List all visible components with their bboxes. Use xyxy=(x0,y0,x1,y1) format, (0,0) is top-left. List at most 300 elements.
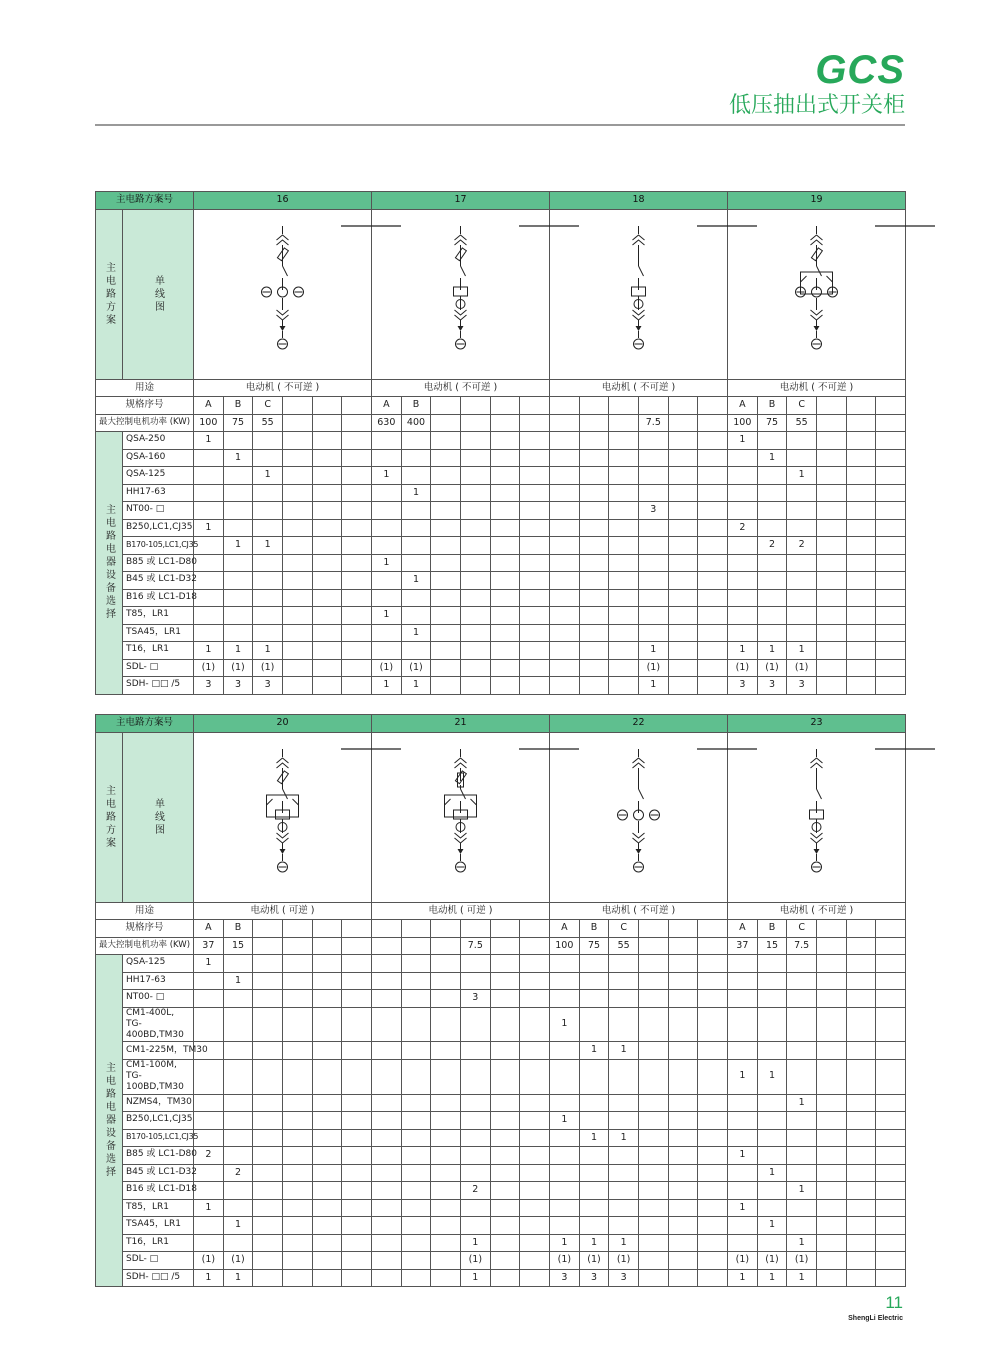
device-qty-cell xyxy=(342,990,372,1008)
power-cell xyxy=(579,414,609,432)
device-qty-cell xyxy=(698,484,728,502)
device-qty-cell xyxy=(550,677,580,695)
spec-cell: C xyxy=(609,920,639,938)
device-qty-cell xyxy=(698,1217,728,1235)
usage-label: 用途 xyxy=(96,902,194,920)
device-qty-cell xyxy=(312,1269,342,1287)
spec-cell xyxy=(431,397,461,415)
device-qty-cell xyxy=(312,1182,342,1200)
device-qty-cell xyxy=(372,589,402,607)
device-qty-cell xyxy=(372,1147,402,1165)
device-qty-cell xyxy=(668,1199,698,1217)
device-qty-cell xyxy=(490,659,520,677)
main-circuit-scheme-label: 主电路方案 xyxy=(96,209,123,379)
device-qty-cell xyxy=(668,642,698,660)
device-qty-cell xyxy=(520,1042,550,1060)
device-qty-cell: 1 xyxy=(194,432,224,450)
device-qty-cell xyxy=(728,1164,758,1182)
device-name: SDH- □□ /5 xyxy=(123,1269,194,1287)
device-qty-cell xyxy=(401,642,431,660)
device-qty-cell xyxy=(282,1129,312,1147)
device-qty-cell xyxy=(668,449,698,467)
device-qty-cell xyxy=(816,449,846,467)
diagram-cell xyxy=(550,732,728,902)
device-qty-cell: 1 xyxy=(757,1269,787,1287)
power-cell xyxy=(401,937,431,955)
device-name: B250,LC1,CJ35 xyxy=(123,1112,194,1130)
device-qty-cell xyxy=(194,624,224,642)
device-name: NZMS4，TM30 xyxy=(123,1094,194,1112)
device-qty-cell xyxy=(460,1129,490,1147)
device-qty-cell xyxy=(460,955,490,973)
device-qty-cell xyxy=(490,624,520,642)
power-cell xyxy=(609,414,639,432)
device-qty-cell xyxy=(401,1269,431,1287)
device-qty-cell xyxy=(460,1217,490,1235)
device-qty-cell xyxy=(431,1059,461,1094)
device-qty-cell xyxy=(223,1042,253,1060)
device-qty-cell: (1) xyxy=(579,1252,609,1270)
device-qty-cell xyxy=(846,624,876,642)
device-qty-cell xyxy=(372,1217,402,1235)
device-name: B16 或 LC1-D18 xyxy=(123,1182,194,1200)
device-qty-cell xyxy=(787,519,817,537)
device-qty-cell xyxy=(579,1059,609,1094)
device-qty-cell xyxy=(698,1182,728,1200)
spec-cell: C xyxy=(787,920,817,938)
device-qty-cell xyxy=(698,1269,728,1287)
device-qty-cell xyxy=(401,467,431,485)
device-qty-cell xyxy=(668,467,698,485)
device-qty-cell: (1) xyxy=(460,1252,490,1270)
device-qty-cell xyxy=(194,502,224,520)
device-qty-cell xyxy=(342,972,372,990)
device-qty-cell xyxy=(638,589,668,607)
device-qty-cell xyxy=(372,1182,402,1200)
device-qty-cell xyxy=(520,1059,550,1094)
device-qty-cell xyxy=(579,1217,609,1235)
spec-cell xyxy=(668,397,698,415)
device-qty-cell xyxy=(431,677,461,695)
spec-cell xyxy=(460,920,490,938)
device-qty-cell xyxy=(846,467,876,485)
device-qty-cell xyxy=(787,607,817,625)
device-qty-cell xyxy=(816,1164,846,1182)
device-qty-cell xyxy=(550,642,580,660)
device-qty-cell xyxy=(846,432,876,450)
device-qty-cell xyxy=(282,1059,312,1094)
spec-cell xyxy=(342,920,372,938)
device-qty-cell xyxy=(312,1042,342,1060)
device-qty-cell xyxy=(787,432,817,450)
device-qty-cell: 3 xyxy=(638,502,668,520)
device-qty-cell xyxy=(698,432,728,450)
device-qty-cell xyxy=(253,1269,283,1287)
device-qty-cell xyxy=(312,972,342,990)
device-qty-cell xyxy=(401,955,431,973)
device-qty-cell xyxy=(520,1112,550,1130)
usage-label: 用途 xyxy=(96,379,194,397)
device-qty-cell xyxy=(431,1269,461,1287)
device-qty-cell xyxy=(550,1182,580,1200)
power-cell: 100 xyxy=(728,414,758,432)
device-qty-cell xyxy=(342,1112,372,1130)
device-qty-cell xyxy=(787,449,817,467)
device-qty-cell xyxy=(253,1147,283,1165)
device-qty-cell xyxy=(816,1129,846,1147)
device-qty-cell xyxy=(579,1182,609,1200)
device-qty-cell xyxy=(728,955,758,973)
device-qty-cell xyxy=(816,589,846,607)
power-cell xyxy=(431,937,461,955)
device-qty-cell xyxy=(876,1199,906,1217)
device-qty-cell xyxy=(460,1147,490,1165)
device-qty-cell xyxy=(757,589,787,607)
device-qty-cell xyxy=(372,1252,402,1270)
device-qty-cell xyxy=(460,484,490,502)
device-qty-cell xyxy=(372,1234,402,1252)
device-qty-cell xyxy=(194,572,224,590)
device-qty-cell xyxy=(372,1164,402,1182)
spec-cell xyxy=(816,920,846,938)
spec-no-label: 规格序号 xyxy=(96,920,194,938)
spec-cell xyxy=(846,920,876,938)
device-qty-cell: 3 xyxy=(223,677,253,695)
device-qty-cell xyxy=(579,537,609,555)
device-qty-cell xyxy=(194,554,224,572)
device-qty-cell xyxy=(876,432,906,450)
diagram-cell xyxy=(728,209,906,379)
device-qty-cell xyxy=(757,484,787,502)
device-qty-cell xyxy=(728,1112,758,1130)
device-qty-cell xyxy=(223,955,253,973)
device-qty-cell xyxy=(372,624,402,642)
device-qty-cell: 1 xyxy=(757,1164,787,1182)
device-qty-cell xyxy=(876,1164,906,1182)
device-qty-cell xyxy=(431,1094,461,1112)
spec-cell xyxy=(520,397,550,415)
device-qty-cell xyxy=(372,1007,402,1042)
footer-brand: ShengLi Electric xyxy=(848,1315,903,1322)
device-qty-cell xyxy=(194,1094,224,1112)
device-qty-cell xyxy=(876,972,906,990)
spec-cell: C xyxy=(787,397,817,415)
device-qty-cell xyxy=(401,1094,431,1112)
device-qty-cell xyxy=(312,1112,342,1130)
device-qty-cell: 1 xyxy=(194,519,224,537)
device-qty-cell: 1 xyxy=(223,1269,253,1287)
device-qty-cell xyxy=(609,624,639,642)
power-cell xyxy=(876,937,906,955)
device-qty-cell xyxy=(816,1112,846,1130)
scheme-number: 17 xyxy=(372,192,550,210)
device-qty-cell xyxy=(728,554,758,572)
device-qty-cell xyxy=(579,607,609,625)
device-qty-cell xyxy=(490,572,520,590)
spec-cell xyxy=(698,920,728,938)
device-qty-cell xyxy=(431,589,461,607)
device-qty-cell xyxy=(668,502,698,520)
power-cell xyxy=(253,937,283,955)
device-qty-cell xyxy=(609,502,639,520)
device-qty-cell xyxy=(638,1234,668,1252)
device-qty-cell xyxy=(401,990,431,1008)
device-qty-cell xyxy=(194,972,224,990)
spec-cell: A xyxy=(194,397,224,415)
device-qty-cell xyxy=(282,519,312,537)
power-cell xyxy=(638,937,668,955)
device-qty-cell xyxy=(223,554,253,572)
device-qty-cell xyxy=(550,955,580,973)
spec-cell xyxy=(282,397,312,415)
diagram-cell xyxy=(194,209,372,379)
device-qty-cell xyxy=(579,589,609,607)
device-qty-cell xyxy=(846,1252,876,1270)
equipment-selection-label: 主电路电器设备选择 xyxy=(96,432,123,695)
device-qty-cell xyxy=(312,572,342,590)
device-qty-cell xyxy=(342,1094,372,1112)
device-qty-cell xyxy=(401,1007,431,1042)
device-qty-cell xyxy=(253,519,283,537)
spec-cell xyxy=(253,920,283,938)
device-qty-cell xyxy=(698,1252,728,1270)
device-qty-cell xyxy=(342,1129,372,1147)
device-qty-cell xyxy=(876,1094,906,1112)
device-qty-cell xyxy=(520,1252,550,1270)
spec-cell xyxy=(609,397,639,415)
device-qty-cell xyxy=(372,1112,402,1130)
device-qty-cell xyxy=(431,484,461,502)
device-qty-cell xyxy=(816,677,846,695)
device-qty-cell xyxy=(342,589,372,607)
spec-cell: B xyxy=(401,397,431,415)
device-qty-cell xyxy=(757,1234,787,1252)
device-qty-cell xyxy=(638,1094,668,1112)
device-qty-cell xyxy=(876,467,906,485)
device-qty-cell xyxy=(342,572,372,590)
device-qty-cell xyxy=(431,449,461,467)
device-qty-cell xyxy=(816,659,846,677)
spec-cell xyxy=(698,397,728,415)
device-qty-cell xyxy=(846,659,876,677)
device-qty-cell: (1) xyxy=(787,659,817,677)
device-qty-cell xyxy=(490,1269,520,1287)
device-qty-cell: 3 xyxy=(550,1269,580,1287)
device-qty-cell: 1 xyxy=(579,1234,609,1252)
device-qty-cell xyxy=(431,1252,461,1270)
device-qty-cell xyxy=(816,1269,846,1287)
device-qty-cell: 1 xyxy=(460,1234,490,1252)
device-qty-cell xyxy=(312,519,342,537)
device-qty-cell: 1 xyxy=(757,449,787,467)
device-qty-cell xyxy=(342,1217,372,1235)
device-qty-cell xyxy=(787,972,817,990)
scheme-number: 20 xyxy=(194,715,372,733)
device-qty-cell: 1 xyxy=(728,1059,758,1094)
device-qty-cell xyxy=(223,467,253,485)
device-qty-cell xyxy=(787,1112,817,1130)
power-cell xyxy=(668,414,698,432)
device-qty-cell xyxy=(342,1199,372,1217)
device-qty-cell xyxy=(816,607,846,625)
device-qty-cell xyxy=(876,1252,906,1270)
spec-cell xyxy=(876,920,906,938)
device-qty-cell xyxy=(816,1059,846,1094)
device-qty-cell xyxy=(520,990,550,1008)
device-qty-cell xyxy=(698,677,728,695)
device-qty-cell: 1 xyxy=(253,467,283,485)
device-qty-cell xyxy=(490,519,520,537)
device-name: NT00- □ xyxy=(123,990,194,1008)
device-qty-cell xyxy=(342,659,372,677)
diagram-cell xyxy=(194,732,372,902)
device-qty-cell xyxy=(253,449,283,467)
device-qty-cell xyxy=(460,589,490,607)
device-qty-cell xyxy=(372,990,402,1008)
device-qty-cell xyxy=(282,1007,312,1042)
device-qty-cell xyxy=(342,1252,372,1270)
device-qty-cell: 1 xyxy=(787,642,817,660)
device-qty-cell xyxy=(846,1164,876,1182)
device-name: SDL- □ xyxy=(123,1252,194,1270)
device-qty-cell xyxy=(342,607,372,625)
spec-cell: A xyxy=(550,920,580,938)
device-qty-cell xyxy=(490,1199,520,1217)
device-qty-cell xyxy=(728,990,758,1008)
device-qty-cell xyxy=(431,642,461,660)
device-name: B45 或 LC1-D32 xyxy=(123,572,194,590)
device-qty-cell xyxy=(490,537,520,555)
device-qty-cell xyxy=(550,972,580,990)
device-qty-cell xyxy=(253,1199,283,1217)
device-qty-cell xyxy=(579,1164,609,1182)
device-qty-cell xyxy=(372,1042,402,1060)
device-qty-cell xyxy=(223,607,253,625)
scheme-table xyxy=(95,191,906,695)
device-qty-cell xyxy=(846,607,876,625)
device-qty-cell xyxy=(609,554,639,572)
device-qty-cell xyxy=(401,502,431,520)
device-qty-cell xyxy=(460,1007,490,1042)
device-qty-cell xyxy=(253,572,283,590)
spec-cell xyxy=(846,397,876,415)
device-qty-cell xyxy=(876,572,906,590)
device-qty-cell xyxy=(372,1129,402,1147)
device-name: CM1-225M，TM30 xyxy=(123,1042,194,1060)
device-qty-cell xyxy=(460,554,490,572)
device-qty-cell xyxy=(787,624,817,642)
device-qty-cell: 1 xyxy=(787,467,817,485)
device-qty-cell xyxy=(757,1147,787,1165)
device-qty-cell xyxy=(550,449,580,467)
device-qty-cell xyxy=(490,1147,520,1165)
device-qty-cell: 1 xyxy=(757,642,787,660)
device-name: NT00- □ xyxy=(123,502,194,520)
device-qty-cell xyxy=(253,1094,283,1112)
device-qty-cell xyxy=(787,1147,817,1165)
device-qty-cell xyxy=(668,572,698,590)
device-qty-cell xyxy=(282,972,312,990)
spec-cell: B xyxy=(223,397,253,415)
spec-cell xyxy=(490,397,520,415)
device-qty-cell xyxy=(757,1007,787,1042)
single-line-label: 单线图 xyxy=(123,209,194,379)
device-qty-cell: (1) xyxy=(550,1252,580,1270)
device-qty-cell xyxy=(579,502,609,520)
device-qty-cell xyxy=(698,1042,728,1060)
device-qty-cell xyxy=(431,554,461,572)
device-qty-cell xyxy=(668,1147,698,1165)
device-qty-cell xyxy=(520,572,550,590)
device-qty-cell xyxy=(846,677,876,695)
device-qty-cell: 1 xyxy=(372,467,402,485)
device-qty-cell xyxy=(698,990,728,1008)
device-qty-cell xyxy=(282,1112,312,1130)
spec-cell xyxy=(372,920,402,938)
power-cell xyxy=(431,414,461,432)
device-qty-cell xyxy=(698,972,728,990)
device-qty-cell xyxy=(282,1252,312,1270)
device-qty-cell xyxy=(460,519,490,537)
device-qty-cell xyxy=(372,537,402,555)
device-qty-cell xyxy=(342,1234,372,1252)
device-qty-cell xyxy=(787,990,817,1008)
device-qty-cell xyxy=(520,1164,550,1182)
device-qty-cell xyxy=(609,972,639,990)
device-qty-cell xyxy=(816,1252,846,1270)
device-qty-cell xyxy=(668,677,698,695)
device-qty-cell xyxy=(876,484,906,502)
device-name: B170-105,LC1,CJ35 xyxy=(123,1129,194,1147)
device-qty-cell xyxy=(312,1059,342,1094)
device-qty-cell xyxy=(342,955,372,973)
device-qty-cell xyxy=(282,1182,312,1200)
device-qty-cell xyxy=(490,1164,520,1182)
device-qty-cell xyxy=(579,1094,609,1112)
device-qty-cell xyxy=(638,1217,668,1235)
device-qty-cell xyxy=(846,537,876,555)
device-qty-cell: (1) xyxy=(757,1252,787,1270)
device-qty-cell xyxy=(846,990,876,1008)
power-cell: 7.5 xyxy=(638,414,668,432)
device-qty-cell xyxy=(194,1234,224,1252)
device-qty-cell: (1) xyxy=(757,659,787,677)
device-qty-cell xyxy=(460,1059,490,1094)
device-qty-cell xyxy=(728,467,758,485)
device-qty-cell xyxy=(609,955,639,973)
device-qty-cell xyxy=(668,1059,698,1094)
device-qty-cell xyxy=(579,1147,609,1165)
power-cell: 7.5 xyxy=(787,937,817,955)
device-qty-cell xyxy=(698,1059,728,1094)
device-qty-cell: 1 xyxy=(787,1094,817,1112)
device-qty-cell xyxy=(846,642,876,660)
spec-cell xyxy=(312,920,342,938)
power-cell: 55 xyxy=(609,937,639,955)
device-qty-cell xyxy=(431,624,461,642)
device-name: QSA-160 xyxy=(123,449,194,467)
spec-cell xyxy=(816,397,846,415)
device-qty-cell xyxy=(816,537,846,555)
device-qty-cell xyxy=(282,484,312,502)
device-qty-cell xyxy=(638,607,668,625)
scheme-number: 23 xyxy=(728,715,906,733)
device-qty-cell: 1 xyxy=(728,1269,758,1287)
device-qty-cell xyxy=(728,1007,758,1042)
device-qty-cell xyxy=(431,1217,461,1235)
device-qty-cell xyxy=(223,1112,253,1130)
spec-cell xyxy=(401,920,431,938)
